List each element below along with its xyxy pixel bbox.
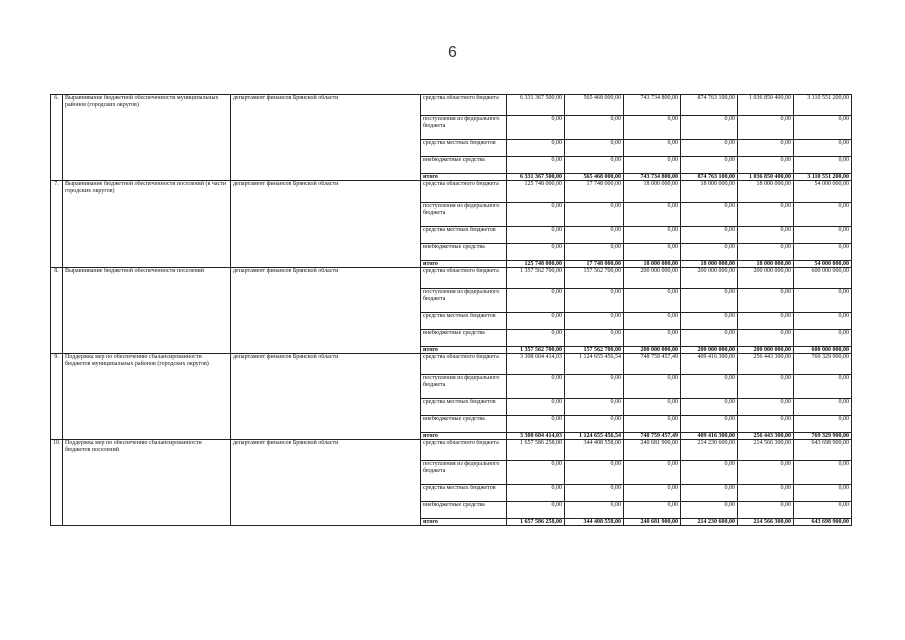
amount-cell: 54 000 000,00 bbox=[794, 261, 852, 268]
amount-cell: 0,00 bbox=[794, 502, 852, 519]
amount-cell: 0,00 bbox=[565, 157, 624, 174]
amount-cell: 0,00 bbox=[565, 203, 624, 227]
funding-source: внебюджетные средства bbox=[421, 157, 507, 174]
amount-cell: 256 443 300,00 bbox=[738, 354, 794, 375]
amount-cell: 0,00 bbox=[624, 313, 681, 330]
amount-cell: 0,00 bbox=[507, 244, 565, 261]
amount-cell: 0,00 bbox=[681, 313, 738, 330]
amount-cell: 0,00 bbox=[565, 461, 624, 485]
funding-source: средства областного бюджета bbox=[421, 95, 507, 116]
amount-cell: 0,00 bbox=[507, 203, 565, 227]
amount-cell: 565 468 000,00 bbox=[565, 95, 624, 116]
budget-table bbox=[50, 94, 852, 526]
amount-cell: 0,00 bbox=[624, 502, 681, 519]
amount-cell: 0,00 bbox=[738, 289, 794, 313]
amount-cell: 0,00 bbox=[738, 399, 794, 416]
measure-name: Выравнивание бюджетной обеспеченности поселений bbox=[63, 268, 231, 354]
amount-cell: 0,00 bbox=[738, 157, 794, 174]
table-row bbox=[51, 440, 852, 461]
amount-cell: 214 566 300,00 bbox=[738, 519, 794, 526]
amount-cell: 0,00 bbox=[681, 375, 738, 399]
funding-source: внебюджетные средства bbox=[421, 502, 507, 519]
amount-cell: 18 000 000,00 bbox=[738, 181, 794, 203]
table-row bbox=[51, 95, 852, 116]
funding-source: средства областного бюджета bbox=[421, 268, 507, 289]
amount-cell: 214 230 600,00 bbox=[681, 519, 738, 526]
amount-cell: 0,00 bbox=[565, 227, 624, 244]
amount-cell: 409 416 300,00 bbox=[681, 433, 738, 440]
row-number: 9. bbox=[51, 354, 63, 440]
amount-cell: 1 124 655 456,54 bbox=[565, 433, 624, 440]
amount-cell: 0,00 bbox=[624, 485, 681, 502]
funding-source: средства местных бюджетов bbox=[421, 485, 507, 502]
amount-cell: 17 748 000,00 bbox=[565, 261, 624, 268]
amount-cell: 0,00 bbox=[624, 227, 681, 244]
funding-source: внебюджетные средства bbox=[421, 244, 507, 261]
page-number: 6 bbox=[448, 44, 457, 61]
amount-cell: 0,00 bbox=[738, 485, 794, 502]
amount-cell: 200 000 000,00 bbox=[681, 347, 738, 354]
amount-cell: 18 000 000,00 bbox=[681, 181, 738, 203]
amount-cell: 0,00 bbox=[794, 485, 852, 502]
amount-cell: 125 748 000,00 bbox=[507, 261, 565, 268]
amount-cell: 344 408 558,00 bbox=[565, 440, 624, 461]
amount-cell: 0,00 bbox=[681, 461, 738, 485]
amount-cell: 0,00 bbox=[507, 227, 565, 244]
funding-source: средства местных бюджетов bbox=[421, 399, 507, 416]
amount-cell: 0,00 bbox=[794, 157, 852, 174]
funding-source: средства местных бюджетов bbox=[421, 140, 507, 157]
amount-cell: 54 000 000,00 bbox=[794, 181, 852, 203]
funding-source: средства областного бюджета bbox=[421, 181, 507, 203]
amount-cell: 0,00 bbox=[681, 244, 738, 261]
amount-cell: 0,00 bbox=[624, 416, 681, 433]
funding-source: поступления из федерального бюджета bbox=[421, 116, 507, 140]
amount-cell: 240 681 900,00 bbox=[624, 519, 681, 526]
funding-source: внебюджетные средства bbox=[421, 330, 507, 347]
funding-source: поступления из федерального бюджета bbox=[421, 461, 507, 485]
amount-cell: 0,00 bbox=[681, 140, 738, 157]
amount-cell: 18 000 000,00 bbox=[681, 261, 738, 268]
amount-cell: 0,00 bbox=[681, 502, 738, 519]
amount-cell: 874 763 100,00 bbox=[681, 95, 738, 116]
amount-cell: 0,00 bbox=[624, 399, 681, 416]
amount-cell: 200 000 000,00 bbox=[624, 347, 681, 354]
amount-cell: 0,00 bbox=[624, 461, 681, 485]
amount-cell: 409 416 300,00 bbox=[681, 354, 738, 375]
funding-source: средства областного бюджета bbox=[421, 354, 507, 375]
amount-cell: 17 748 000,00 bbox=[565, 181, 624, 203]
amount-cell: 0,00 bbox=[681, 157, 738, 174]
amount-cell: 1 357 562 700,00 bbox=[507, 347, 565, 354]
amount-cell: 743 734 800,00 bbox=[624, 174, 681, 181]
amount-cell: 600 000 000,00 bbox=[794, 268, 852, 289]
budget-table-body bbox=[51, 95, 852, 526]
amount-cell: 0,00 bbox=[624, 140, 681, 157]
amount-cell: 0,00 bbox=[794, 461, 852, 485]
amount-cell: 0,00 bbox=[507, 157, 565, 174]
row-number: 10. bbox=[51, 440, 63, 526]
executor: департамент финансов Брянской области bbox=[231, 95, 421, 181]
amount-cell: 0,00 bbox=[507, 485, 565, 502]
amount-cell: 256 443 300,00 bbox=[738, 433, 794, 440]
funding-source: средства местных бюджетов bbox=[421, 227, 507, 244]
amount-cell: 0,00 bbox=[738, 140, 794, 157]
amount-cell: 0,00 bbox=[624, 157, 681, 174]
amount-cell: 18 000 000,00 bbox=[624, 261, 681, 268]
amount-cell: 0,00 bbox=[507, 416, 565, 433]
amount-cell: 0,00 bbox=[794, 330, 852, 347]
amount-cell: 565 468 000,00 bbox=[565, 174, 624, 181]
amount-cell: 0,00 bbox=[681, 116, 738, 140]
amount-cell: 1 124 655 456,54 bbox=[565, 354, 624, 375]
amount-cell: 0,00 bbox=[507, 502, 565, 519]
executor: департамент финансов Брянской области bbox=[231, 181, 421, 268]
amount-cell: 214 566 300,00 bbox=[738, 440, 794, 461]
funding-source: средства местных бюджетов bbox=[421, 313, 507, 330]
amount-cell: 0,00 bbox=[738, 313, 794, 330]
executor: департамент финансов Брянской области bbox=[231, 354, 421, 440]
amount-cell: 0,00 bbox=[681, 203, 738, 227]
amount-cell: 240 681 900,00 bbox=[624, 440, 681, 461]
amount-cell: 0,00 bbox=[794, 313, 852, 330]
amount-cell: 200 000 000,00 bbox=[624, 268, 681, 289]
amount-cell: 1 657 586 258,00 bbox=[507, 440, 565, 461]
amount-cell: 0,00 bbox=[624, 116, 681, 140]
amount-cell: 0,00 bbox=[794, 399, 852, 416]
amount-cell: 643 698 900,00 bbox=[794, 519, 852, 526]
row-number: 6. bbox=[51, 95, 63, 181]
amount-cell: 0,00 bbox=[507, 313, 565, 330]
amount-cell: 200 000 000,00 bbox=[738, 268, 794, 289]
amount-cell: 0,00 bbox=[507, 461, 565, 485]
amount-cell: 1 657 586 258,00 bbox=[507, 519, 565, 526]
amount-cell: 200 000 000,00 bbox=[738, 347, 794, 354]
amount-cell: 0,00 bbox=[738, 227, 794, 244]
amount-cell: 0,00 bbox=[681, 485, 738, 502]
funding-source: поступления из федерального бюджета bbox=[421, 289, 507, 313]
amount-cell: 157 562 700,00 bbox=[565, 347, 624, 354]
amount-cell: 3 110 551 200,00 bbox=[794, 174, 852, 181]
amount-cell: 0,00 bbox=[794, 289, 852, 313]
amount-cell: 6 331 367 500,00 bbox=[507, 95, 565, 116]
amount-cell: 214 230 600,00 bbox=[681, 440, 738, 461]
amount-cell: 3 110 551 200,00 bbox=[794, 95, 852, 116]
amount-cell: 0,00 bbox=[738, 203, 794, 227]
amount-cell: 200 000 000,00 bbox=[681, 268, 738, 289]
amount-cell: 0,00 bbox=[565, 289, 624, 313]
amount-cell: 0,00 bbox=[624, 244, 681, 261]
amount-cell: 3 308 604 414,03 bbox=[507, 354, 565, 375]
amount-cell: 0,00 bbox=[624, 330, 681, 347]
amount-cell: 0,00 bbox=[794, 140, 852, 157]
amount-cell: 0,00 bbox=[794, 416, 852, 433]
funding-source: итого bbox=[421, 519, 507, 526]
measure-name: Выравнивание бюджетной обеспеченности поселений (в части городских округов) bbox=[63, 181, 231, 268]
amount-cell: 0,00 bbox=[681, 416, 738, 433]
amount-cell: 0,00 bbox=[681, 399, 738, 416]
amount-cell: 3 308 604 414,03 bbox=[507, 433, 565, 440]
amount-cell: 1 036 850 400,00 bbox=[738, 174, 794, 181]
amount-cell: 125 748 000,00 bbox=[507, 181, 565, 203]
amount-cell: 0,00 bbox=[507, 375, 565, 399]
amount-cell: 0,00 bbox=[507, 330, 565, 347]
funding-source: итого bbox=[421, 347, 507, 354]
funding-source: итого bbox=[421, 261, 507, 268]
amount-cell: 0,00 bbox=[794, 116, 852, 140]
measure-name: Поддержка мер по обеспечению сбалансированности бюджетов муниципальных районов (городских округов) bbox=[63, 354, 231, 440]
amount-cell: 1 357 562 700,00 bbox=[507, 268, 565, 289]
amount-cell: 0,00 bbox=[565, 244, 624, 261]
amount-cell: 0,00 bbox=[565, 485, 624, 502]
amount-cell: 0,00 bbox=[565, 313, 624, 330]
measure-name: Поддержка мер по обеспечению сбалансированности бюджетов поселений bbox=[63, 440, 231, 526]
amount-cell: 600 000 000,00 bbox=[794, 347, 852, 354]
amount-cell: 0,00 bbox=[681, 289, 738, 313]
amount-cell: 0,00 bbox=[794, 244, 852, 261]
amount-cell: 0,00 bbox=[624, 203, 681, 227]
amount-cell: 0,00 bbox=[738, 330, 794, 347]
amount-cell: 874 763 100,00 bbox=[681, 174, 738, 181]
amount-cell: 0,00 bbox=[681, 330, 738, 347]
amount-cell: 748 759 457,49 bbox=[624, 433, 681, 440]
table-row bbox=[51, 354, 852, 375]
amount-cell: 743 734 800,00 bbox=[624, 95, 681, 116]
amount-cell: 0,00 bbox=[738, 244, 794, 261]
amount-cell: 18 000 000,00 bbox=[738, 261, 794, 268]
funding-source: внебюджетные средства bbox=[421, 416, 507, 433]
funding-source: поступления из федерального бюджета bbox=[421, 203, 507, 227]
funding-source: итого bbox=[421, 433, 507, 440]
amount-cell: 0,00 bbox=[507, 289, 565, 313]
amount-cell: 0,00 bbox=[565, 140, 624, 157]
funding-source: средства областного бюджета bbox=[421, 440, 507, 461]
amount-cell: 0,00 bbox=[738, 375, 794, 399]
amount-cell: 0,00 bbox=[624, 289, 681, 313]
amount-cell: 0,00 bbox=[681, 227, 738, 244]
amount-cell: 0,00 bbox=[738, 502, 794, 519]
amount-cell: 769 329 900,00 bbox=[794, 354, 852, 375]
amount-cell: 0,00 bbox=[507, 140, 565, 157]
table-row bbox=[51, 268, 852, 289]
table-row bbox=[51, 181, 852, 203]
executor: департамент финансов Брянской области bbox=[231, 268, 421, 354]
amount-cell: 0,00 bbox=[507, 116, 565, 140]
amount-cell: 1 036 850 400,00 bbox=[738, 95, 794, 116]
amount-cell: 6 331 367 500,00 bbox=[507, 174, 565, 181]
amount-cell: 157 562 700,00 bbox=[565, 268, 624, 289]
amount-cell: 0,00 bbox=[624, 375, 681, 399]
amount-cell: 0,00 bbox=[738, 116, 794, 140]
amount-cell: 0,00 bbox=[794, 375, 852, 399]
amount-cell: 0,00 bbox=[565, 116, 624, 140]
amount-cell: 0,00 bbox=[565, 330, 624, 347]
amount-cell: 0,00 bbox=[565, 416, 624, 433]
amount-cell: 344 408 558,00 bbox=[565, 519, 624, 526]
funding-source: поступления из федерального бюджета bbox=[421, 375, 507, 399]
amount-cell: 0,00 bbox=[565, 399, 624, 416]
row-number: 8. bbox=[51, 268, 63, 354]
amount-cell: 18 000 000,00 bbox=[624, 181, 681, 203]
row-number: 7. bbox=[51, 181, 63, 268]
funding-source: итого bbox=[421, 174, 507, 181]
amount-cell: 0,00 bbox=[738, 461, 794, 485]
amount-cell: 0,00 bbox=[738, 416, 794, 433]
amount-cell: 769 329 900,00 bbox=[794, 433, 852, 440]
amount-cell: 0,00 bbox=[794, 227, 852, 244]
amount-cell: 0,00 bbox=[794, 203, 852, 227]
amount-cell: 643 698 900,00 bbox=[794, 440, 852, 461]
executor: департамент финансов Брянской области bbox=[231, 440, 421, 526]
amount-cell: 0,00 bbox=[565, 375, 624, 399]
measure-name: Выравнивание бюджетной обеспеченности муниципальных районов (городских округов) bbox=[63, 95, 231, 181]
amount-cell: 748 759 457,49 bbox=[624, 354, 681, 375]
amount-cell: 0,00 bbox=[507, 399, 565, 416]
amount-cell: 0,00 bbox=[565, 502, 624, 519]
